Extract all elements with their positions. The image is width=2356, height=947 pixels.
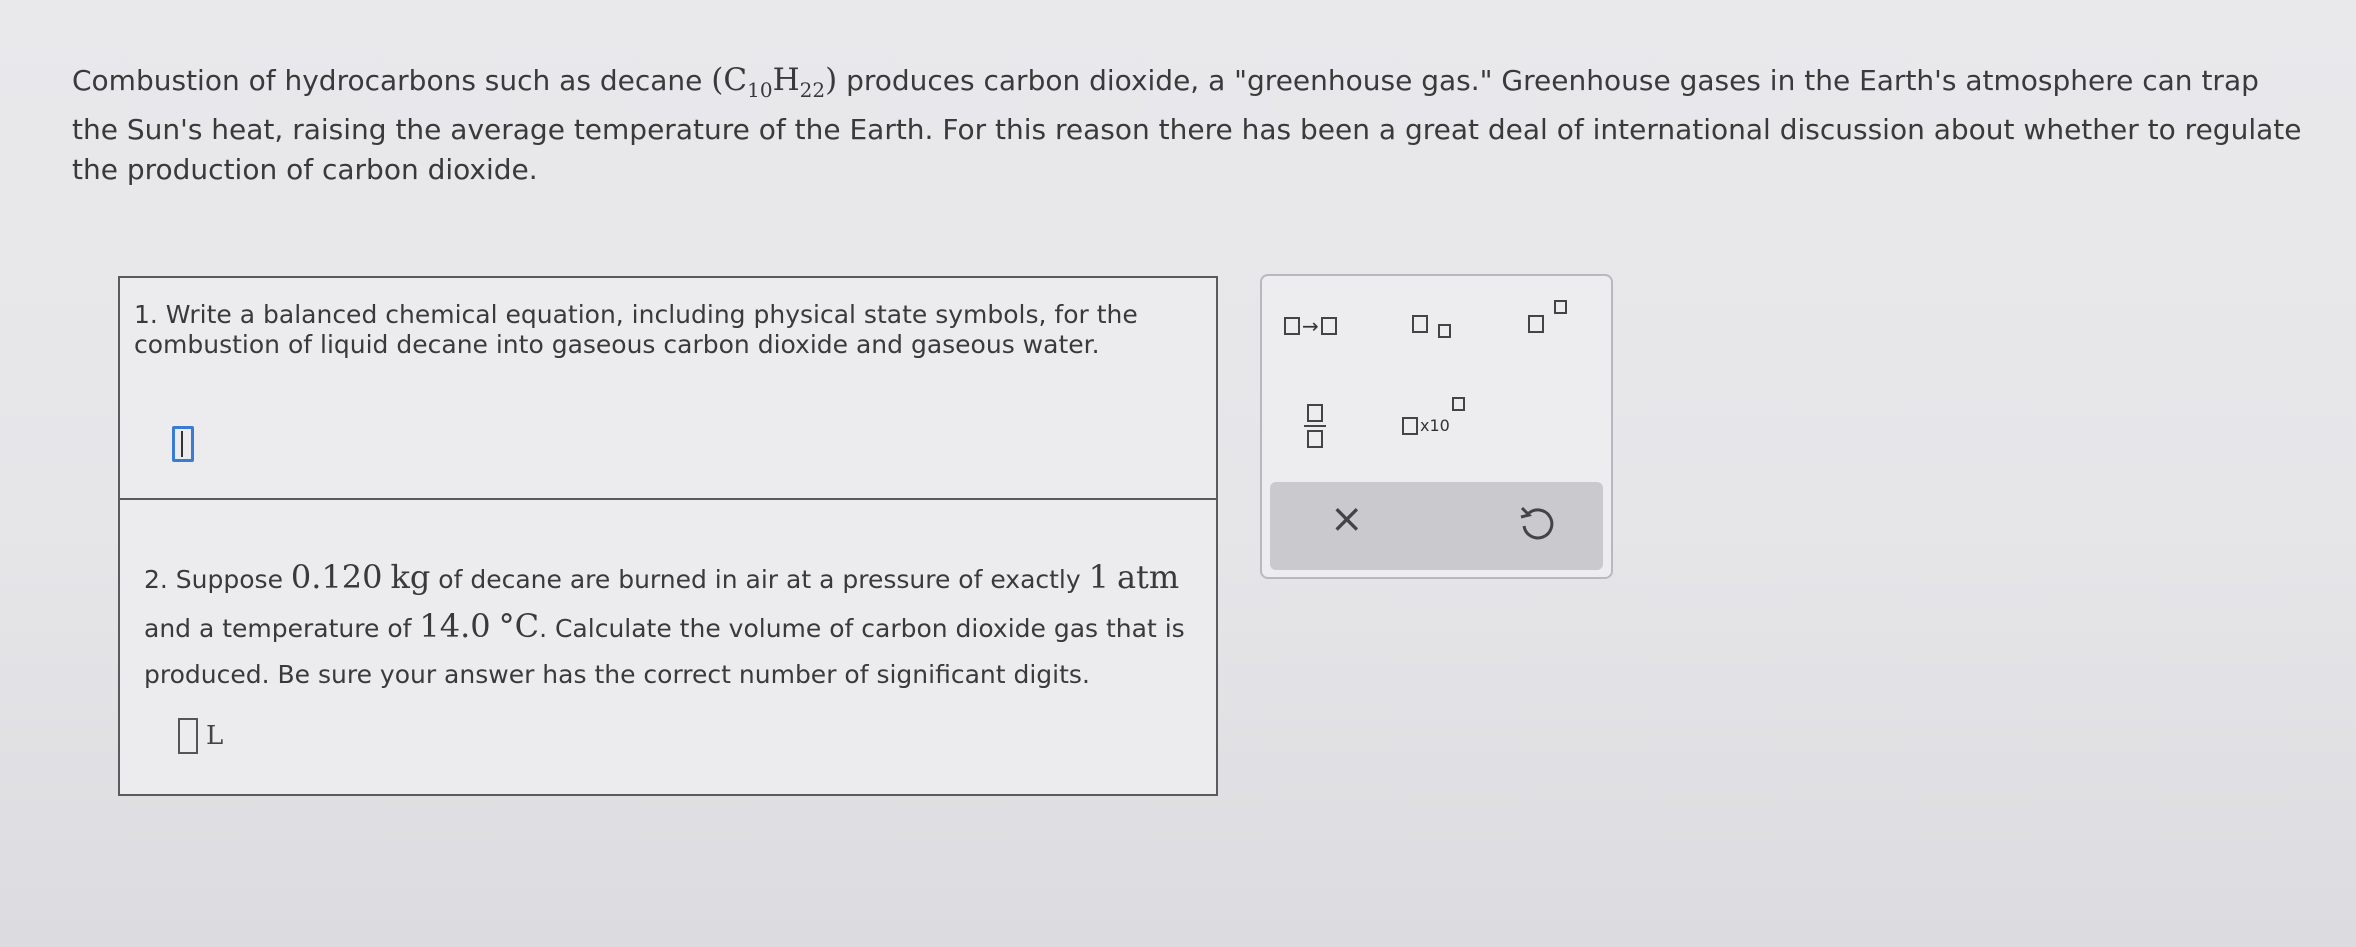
- math-toolbox: [1260, 274, 1613, 579]
- mass-value: 0.120: [290, 558, 383, 596]
- superscript-box-icon: [1554, 300, 1567, 314]
- toolbox-action-bar: [1270, 482, 1603, 570]
- undo-icon: [1514, 502, 1558, 546]
- pressure-unit: atm: [1116, 558, 1180, 596]
- scientific-notation-button[interactable]: [1402, 416, 1465, 435]
- reaction-arrow-button[interactable]: [1284, 314, 1337, 338]
- intro-text-2: produces carbon dioxide, a "greenhouse gas." Greenhouse gases in the Earth's atmosphere can trap the Sun's heat, raising the average temperature of the Earth. For this reason there has been a great deal of international discussion about whether to regulate the production of carbon dioxide.: [72, 64, 2302, 187]
- formula-h-subscript: 22: [799, 78, 826, 103]
- formula-h: H: [772, 62, 800, 98]
- product-box-icon: [1321, 317, 1337, 335]
- q2-text-part-2: of decane are burned in air at a pressure of exactly: [430, 565, 1089, 594]
- base-box-icon: [1528, 315, 1544, 333]
- volume-answer-row: [178, 718, 223, 754]
- denominator-box-icon: [1307, 430, 1323, 448]
- exponent-box-icon: [1452, 397, 1465, 411]
- question-1-text: 1. Write a balanced chemical equation, including physical state symbols, for the combustion of liquid decane into gaseous carbon dioxide and gaseous water.: [134, 300, 1138, 359]
- pressure-value: 1: [1088, 558, 1109, 596]
- volume-unit-label: L: [206, 721, 224, 751]
- fraction-bar-icon: [1304, 425, 1326, 427]
- intro-paragraph: [72, 60, 2312, 190]
- mass-unit: kg: [390, 558, 431, 596]
- subscript-box-icon: [1438, 324, 1451, 338]
- undo-button[interactable]: [1514, 502, 1558, 546]
- intro-text-1: Combustion of hydrocarbons such as decane: [72, 64, 712, 97]
- arrow-icon: →: [1302, 314, 1319, 338]
- numerator-box-icon: [1307, 404, 1323, 422]
- volume-answer-input[interactable]: [178, 718, 198, 754]
- q2-text-part-4: . Calculate the volume of carbon dioxide gas that is produced. Be sure your answer has the correct number of significant digits.: [144, 614, 1185, 689]
- subscript-button[interactable]: [1412, 310, 1428, 334]
- questions-panel: [118, 276, 1218, 796]
- decane-formula: $(C_{10}H_{22})$: [711, 62, 838, 103]
- formula-c: C: [723, 62, 748, 98]
- superscript-button[interactable]: [1528, 310, 1544, 334]
- reactant-box-icon: [1284, 317, 1300, 335]
- q2-text-part-3: and a temperature of: [144, 614, 420, 643]
- q2-text-part-1: 2. Suppose: [144, 565, 291, 594]
- times-ten-label: x10: [1420, 416, 1450, 435]
- fraction-button[interactable]: [1304, 404, 1326, 448]
- temperature-value: 14.0: [419, 607, 491, 645]
- clear-button[interactable]: ×: [1330, 496, 1364, 542]
- question-1-section: [120, 278, 1216, 500]
- question-2-text: [144, 554, 1204, 698]
- base-box-icon: [1412, 315, 1428, 333]
- temperature-unit: °C: [498, 607, 540, 645]
- mantissa-box-icon: [1402, 417, 1418, 435]
- equation-answer-input[interactable]: [172, 426, 194, 462]
- formula-c-subscript: 10: [747, 78, 773, 103]
